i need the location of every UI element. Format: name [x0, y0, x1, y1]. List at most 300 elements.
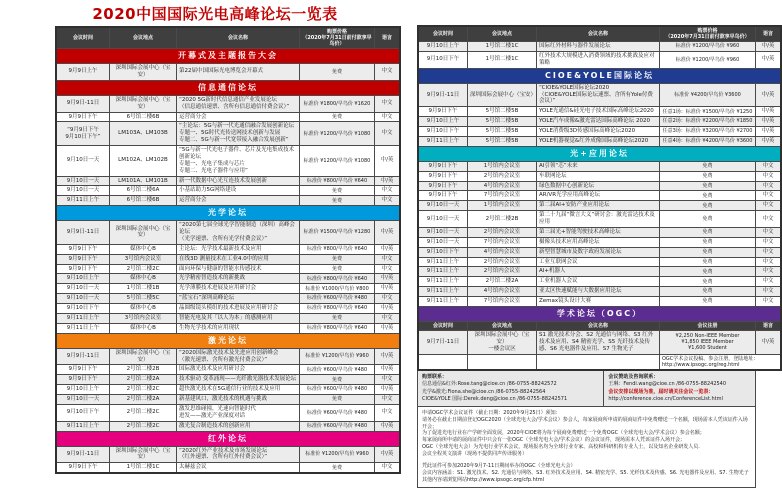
contact-line: CIOE&YOLE 国际:Derek.deng@cioe.cn /86-0755-88242571 [422, 395, 568, 402]
cell-lang: 中文 [375, 64, 401, 81]
cell-lang: 中/英 [375, 176, 401, 186]
schedule-row [56, 446, 400, 463]
cell-venue: 1号馆内会议室 [468, 201, 537, 211]
cell-price: 免费 [300, 395, 375, 405]
cell-title: “2020第七届全球光学智能制造（深圳）高峰会论坛 （光学速票、含所有光学付费会议）” [177, 221, 300, 245]
cell-venue: 3号馆内会议室 [110, 254, 177, 264]
cell-title: 绿色数据中心创新论坛 [537, 181, 660, 191]
cell-venue: 5号馆二楼5B [468, 117, 537, 127]
cell-time: 9月10日上午 [56, 385, 110, 395]
cell-register-note: OGC学术会议投稿、参会注册，登陆地址： http://www.ipsogc.org/reg.html [660, 354, 782, 370]
cell-price: 标准价 ¥600/早鸟价 ¥480 [300, 404, 375, 421]
section-row [56, 333, 400, 348]
section-header: 光+应用论坛 [418, 146, 781, 161]
cell-price: 免费 [660, 201, 756, 211]
cell-price: 标准价 ¥1200/早鸟价 ¥1080 [300, 122, 375, 146]
cell-title: YOLE机器视觉&红外成像国际高峰论坛2020 [537, 136, 660, 146]
cell-venue: 3号馆内会议室 [110, 313, 177, 323]
cell-title: 国际红外材料与器件发展论坛 [537, 42, 660, 52]
schedule-row [418, 354, 781, 370]
cell-venue: 深圳国际会展中心（宝安） [110, 221, 177, 245]
cell-title: 第二届AI+安防产业应用论坛 [537, 201, 660, 211]
cell-time: 9月11日上午 [418, 277, 468, 287]
contact-line: 光学&激光:Fiona.she@cioe.cn /86-0755-88242564 [422, 388, 546, 395]
cell-price: 标准价 ¥800/早鸟价 ¥640 [300, 244, 375, 254]
cell-title: 小基站助力5G网络建设 [177, 186, 300, 196]
cell-price: 免费 [300, 463, 375, 473]
cell-title: “主论坛：5G与新一代光通信融合发展创新论坛 专题一、5G时代光传送网技术创新与发展 专题二、5G与新一代宽带接入融合发展创新” [177, 122, 300, 146]
schedule-row [56, 323, 400, 333]
schedule-row [56, 421, 400, 431]
section-header: 光学论坛 [56, 206, 400, 221]
contact-line: 信息通信&红外:Rose.tang@cioe.cn /86-0755-88242572 [422, 381, 557, 388]
section-row [418, 146, 781, 161]
cell-time: 9月11日上午 [418, 267, 468, 277]
cell-lang: 中文 [375, 294, 401, 304]
schedule-row [418, 257, 781, 267]
cell-venue: 2号馆二楼2C [110, 421, 177, 431]
cell-title: 智能光电及其「以人为本」的感测应用 [177, 313, 300, 323]
cell-time: 9月10日一天 [418, 201, 468, 211]
cell-price: 免费 [660, 257, 756, 267]
cell-title: 生物光学技术的应用现状 [177, 323, 300, 333]
schedule-row [418, 42, 781, 52]
cell-title [537, 354, 660, 370]
cell-price: 标准价 ¥4200/早鸟价 ¥3600 [660, 83, 756, 107]
cell-price: 标准价 ¥1200/早鸟价 ¥960 [300, 348, 375, 365]
cell-venue: 深圳国际会展中心（宝安） 一楼会议区 [468, 330, 537, 354]
schedule-row [56, 404, 400, 421]
ticket-contacts [418, 371, 603, 406]
cell-venue: 1号馆二楼1C [110, 463, 177, 473]
cell-price: 免费 [660, 181, 756, 191]
cell-price: 标准价 ¥1800/早鸟价 ¥1620 [300, 95, 375, 112]
cell-time: 9月9日下午 [56, 375, 110, 385]
section-row [418, 306, 781, 321]
cell-venue: 4号馆内会议室 [468, 247, 537, 257]
cell-time: 9月9日下午 [56, 365, 110, 375]
schedule-row [56, 146, 400, 177]
cell-title: 车联网论坛 [537, 171, 660, 181]
schedule-row [56, 294, 400, 304]
cell-lang: 中/英 [756, 330, 782, 354]
schedule-row [418, 277, 781, 287]
schedule-row [56, 313, 400, 323]
column-header: 会议名称 [537, 321, 660, 330]
column-header-row [56, 27, 400, 49]
cell-time: 9月11日上午 [418, 136, 468, 146]
column-header: 会议名称 [177, 27, 300, 49]
cell-venue: 媒体中心B [110, 244, 177, 254]
schedule-row [56, 244, 400, 254]
cell-lang: 中文 [375, 196, 401, 206]
cell-title: 亚太区快速赋能与大数据应用论坛 [537, 287, 660, 297]
cell-price: 免费 [300, 186, 375, 196]
cell-price: 免费 [660, 227, 756, 237]
ogc-notes [417, 407, 756, 488]
column-header-row [418, 321, 781, 330]
schedule-row [56, 176, 400, 186]
cell-venue: 深圳国际会展中心（宝安） [110, 95, 177, 112]
schedule-row [56, 264, 400, 274]
schedule-row [418, 171, 781, 181]
cell-lang: 中文 [375, 313, 401, 323]
schedule-row [418, 247, 781, 257]
cell-venue [468, 354, 537, 370]
cell-time: 9月9日下午 [418, 107, 468, 117]
cell-time: 9月9日下午 [418, 191, 468, 201]
cell-time: 9月10日一天 [418, 237, 468, 247]
cell-title: 摄像头技术应用高峰论坛 [537, 237, 660, 247]
cell-title: 工业互联网会议 [537, 257, 660, 267]
cell-price: ¥2,250 Non-IEEE Member ¥1,850 IEEE Member ¥1,600 Student [660, 330, 756, 354]
note-line: 申请OGC学术会议证件（截止日期：2020年9月25日）须知： [422, 410, 561, 416]
cell-title: 新基建风口，激光技术的机遇与挑战 [177, 395, 300, 405]
cell-lang: 中/英 [375, 446, 401, 463]
section-header: 开幕式及主题报告大会 [56, 49, 400, 64]
cell-venue: 深圳国际会展中心（宝安） [110, 64, 177, 81]
sponsor-contacts [603, 371, 755, 406]
cell-time: 9月10日一天 [56, 176, 110, 186]
cell-venue: 媒体中心B [110, 274, 177, 284]
cell-lang: 中/英 [375, 348, 401, 365]
cell-venue: 深圳国际会展中心（宝安） [110, 348, 177, 365]
cell-title: S1 激光技术分会、S2 光通信与网络、S3 红外技术及应用、S4 精密光学、S5 光纤技术及传感、S6 光电器件及应用、S7 生物光子 [537, 330, 660, 354]
cell-title: 新型智慧城市及数字政府发展论坛 [537, 247, 660, 257]
cell-lang: 中文 [756, 277, 782, 287]
schedule-row [418, 330, 781, 354]
cell-price: 免费 [660, 191, 756, 201]
cell-venue: 7号馆内会议室 [468, 237, 537, 247]
cell-time: 9月9日-11日 [56, 221, 110, 245]
cell-lang: 中文 [756, 227, 782, 237]
cell-title: 面向环保与健康的智能水传感技术 [177, 264, 300, 274]
cell-venue: 5号馆二楼5C [110, 294, 177, 304]
cell-venue: 2号馆内会议室 [468, 171, 537, 181]
section-header: 红外论坛 [56, 431, 400, 446]
schedule-row [418, 191, 781, 201]
cell-time: 9月7日-11日 [418, 330, 468, 354]
schedule-row [418, 227, 781, 237]
cell-venue: 2号馆内会议室 [468, 257, 537, 267]
cell-price: 免费 [660, 277, 756, 287]
cell-time: 9月10日一天 [56, 294, 110, 304]
cell-time: 9月10日下午 [418, 127, 468, 137]
cell-time: 9月9日-11日 [56, 348, 110, 365]
cell-title: 红外技术大规模进入消费领域的技术挑战及应对策略 [537, 51, 660, 68]
schedule-row [56, 375, 400, 385]
cell-venue: 1号馆二楼1C [468, 42, 537, 52]
cell-time: 9月10日下午 [56, 304, 110, 314]
cell-lang: 中文 [375, 95, 401, 112]
cell-lang: 中文 [756, 211, 782, 228]
cell-title: 技术驱动 变革涌现——光纤激光器技术发展论坛 [177, 375, 300, 385]
cell-price: 免费 [300, 264, 375, 274]
cell-price: 免费 [660, 247, 756, 257]
cell-lang: 中/英 [375, 284, 401, 294]
column-header: 会议注册 [660, 321, 756, 330]
cell-venue: 2号馆二楼2C [110, 404, 177, 421]
cell-lang: 中/英 [375, 365, 401, 375]
cell-venue: 4号馆内会议室 [468, 287, 537, 297]
note-line: 每家展商所申请的展商证件中只会有一张OGC（全球光电大会/学术会议）的会议证件，现场需本人凭该证件入场开会； [422, 437, 685, 443]
cell-title: 第22届中国国际光电博览会开幕式 [177, 64, 300, 81]
cell-title: 在线3D 测量技术在工业4.0中的应用 [177, 254, 300, 264]
schedule-table-right [417, 25, 782, 371]
cell-lang: 中文 [375, 463, 401, 473]
cell-lang: 中文 [375, 395, 401, 405]
cell-title: 第二十九届“微言大义”研讨会：激光雷达技术及应用 [537, 211, 660, 228]
cell-lang: 中/英 [756, 83, 782, 107]
cell-time: 9月9日下午 [56, 112, 110, 122]
schedule-row [56, 348, 400, 365]
cell-price: 标准价 ¥800/早鸟价 ¥640 [300, 274, 375, 284]
cell-price: 标准价 ¥1000/早鸟价 ¥800 [300, 284, 375, 294]
cell-price: 标准价 ¥600/早鸟价 ¥480 [300, 421, 375, 431]
cell-price: 免费 [660, 237, 756, 247]
cell-lang: 中文 [375, 264, 401, 274]
cell-lang: 中/英 [375, 385, 401, 395]
cell-price: 免费 [660, 161, 756, 171]
cell-lang: 中文 [375, 112, 401, 122]
column-header-row [418, 26, 781, 42]
cell-title: 太赫兹会议 [177, 463, 300, 473]
cell-price: 免费 [300, 196, 375, 206]
schedule-row [56, 304, 400, 314]
cell-lang: 中文 [756, 257, 782, 267]
schedule-row [418, 51, 781, 68]
cell-lang: 中/英 [756, 42, 782, 52]
cell-time: 9月10日一天 [56, 186, 110, 196]
cell-venue: 2号馆二楼2B [110, 365, 177, 375]
cell-title: YOLE汽车成像&激光雷达国际高峰论坛 2020 [537, 117, 660, 127]
right-column [417, 25, 775, 488]
cell-price: 标准价 ¥1200/早鸟价 ¥960 [660, 51, 756, 68]
schedule-row [418, 107, 781, 117]
cell-lang: 中/英 [756, 136, 782, 146]
cell-price: 免费 [660, 297, 756, 307]
cell-time [418, 354, 468, 370]
cell-lang: 中文 [375, 375, 401, 385]
cell-price: 标准价 ¥600/早鸟价 ¥480 [300, 385, 375, 395]
cell-venue: 深圳国际会展中心（宝安） [110, 446, 177, 463]
schedule-row [56, 196, 400, 206]
cell-title: 第三届光+智能驾驶技术高峰论坛 [537, 227, 660, 237]
note-line: 为了促进光电行业在产学研全面发展，2020年CIOE将为每个展商免费赠送一个免费OGC（全球光电大会/学术会议）参会名额； [422, 430, 705, 437]
column-header: 语言 [375, 27, 401, 49]
cell-time: 9月10日下午 [418, 247, 468, 257]
cell-lang: 中/英 [756, 107, 782, 117]
cell-venue: 媒体中心B [110, 323, 177, 333]
cell-price: 标准价 ¥600/早鸟价 ¥480 [300, 294, 375, 304]
section-row [56, 431, 400, 446]
cell-price: 任意2场：标准价 ¥2200/早鸟价 ¥1850 [660, 117, 756, 127]
schedule-row [418, 83, 781, 107]
cell-lang: 中文 [375, 186, 401, 196]
cell-time: 9月10日一天 [418, 211, 468, 228]
cell-time: 9月11日上午 [56, 196, 110, 206]
sponsor-contact-line: 王琳：Fendi.wang@cioe.cn /86-0755-88242540 [608, 381, 727, 388]
section-header: 学术论坛（OGC） [418, 306, 781, 321]
cell-lang: 中文 [756, 237, 782, 247]
cell-time: 9月10日一天 [56, 395, 110, 405]
cell-title: 激发思维碰撞，光速向智能时代 进发——激光产业深度对话 [177, 404, 300, 421]
cell-lang: 中文 [756, 247, 782, 257]
cell-time: 9月11日上午 [56, 323, 110, 333]
cell-lang: 中文 [756, 287, 782, 297]
schedule-row [56, 112, 400, 122]
cell-venue: 2号馆内会议室 [468, 227, 537, 237]
cell-price: 标准价 ¥800/早鸟价 ¥640 [300, 176, 375, 186]
cell-lang: 中/英 [375, 323, 401, 333]
cell-venue: LM103A、LM103B [110, 122, 177, 146]
note-line: 会议全程英文演讲（现场不提供同声传译服务） [422, 450, 528, 457]
cell-venue: 2号馆二楼2C [110, 264, 177, 274]
cell-venue: 2号馆二楼2A [468, 277, 537, 287]
schedule-row [418, 237, 781, 247]
column-header: 会议地点 [110, 27, 177, 49]
cell-time: 9月9日-11日 [56, 446, 110, 463]
cell-venue: 6号馆二楼6A [110, 186, 177, 196]
column-header: 购票价格 （2020年7月31日前付款享早鸟价） [300, 27, 375, 49]
cell-title: “蓝宝石”深圳高峰论坛 [177, 294, 300, 304]
sponsor-contacts-title: 会议赞助及咨询联系： [608, 374, 659, 380]
cell-time: 9月10日上午 [56, 274, 110, 284]
cell-venue: 深圳国际会展中心（宝安） [468, 83, 537, 107]
cell-venue: 1号馆二楼1B [110, 284, 177, 294]
cell-time: 9月9日下午 [418, 161, 468, 171]
cell-price: 标准价 ¥1200/早鸟价 ¥1080 [300, 146, 375, 177]
column-header: 会议时间 [418, 321, 468, 330]
cell-venue: 7号馆内会议室 [468, 191, 537, 201]
cell-time: 9月10日下午 [418, 51, 468, 68]
cell-price: 免费 [660, 287, 756, 297]
cell-price: 任意4场：标准价 ¥4200/早鸟价 ¥3600 [660, 136, 756, 146]
cell-lang: 中/英 [756, 51, 782, 68]
column-header: 会议名称 [537, 26, 660, 42]
cell-time: 9月10日上午 [418, 42, 468, 52]
cell-lang: 中/英 [756, 127, 782, 137]
cell-venue: 5号馆二楼5B [468, 136, 537, 146]
cell-venue: LM102A、LM102B [110, 146, 177, 177]
cell-lang: 中文 [756, 161, 782, 171]
cell-price: 免费 [660, 267, 756, 277]
schedule-row [418, 211, 781, 228]
cell-title: 新一代数据中心光互连技术发展创新 [177, 176, 300, 186]
contact-box [417, 371, 756, 407]
cell-price: 免费 [660, 171, 756, 181]
cell-lang: 中文 [375, 254, 401, 264]
cell-time: 9月11日上午 [418, 297, 468, 307]
cell-time: 9月11日上午 [418, 257, 468, 267]
cell-time: 9月9日-11日 [418, 83, 468, 107]
column-header: 会议地点 [468, 26, 537, 42]
cell-lang: 中/英 [375, 221, 401, 245]
cell-time: 9月9日下午 [56, 244, 110, 254]
cell-time: 9月9日下午 [418, 171, 468, 181]
cell-title: “2020国际激光技术及先进应用创新峰会 （激光速票、含所有激光付费会议）” [177, 348, 300, 365]
column-header: 会议地点 [468, 321, 537, 330]
schedule-row [418, 117, 781, 127]
cell-title: 光学精密智造技术的新挑战 [177, 274, 300, 284]
schedule-row [56, 284, 400, 294]
schedule-row [56, 274, 400, 284]
cell-title: AR/VR光学应用高峰论坛 [537, 191, 660, 201]
cell-lang: 中/英 [375, 421, 401, 431]
schedule-row [56, 186, 400, 196]
schedule-row [418, 181, 781, 191]
cell-price: 任意1场：标准价 ¥1500/早鸟价 ¥1250 [660, 107, 756, 117]
cell-time: 9月9日下午 [418, 181, 468, 191]
cell-lang: 中文 [756, 201, 782, 211]
column-header: 语言 [756, 26, 782, 42]
cell-time: 9月9日下午 [56, 254, 110, 264]
cell-price: 免费 [300, 313, 375, 323]
section-row [56, 49, 400, 64]
cell-time: 9月11日上午 [56, 313, 110, 323]
note-line: OGC（全球光电大会）为光电行业学术会议，现场报名均为全球行业专家、高校和科研机构专业人士，以及知名企业研发人员. [422, 443, 700, 450]
cell-title: 光学薄膜技术进展及应用研讨会 [177, 284, 300, 294]
section-header: CIOE&YOLE国际论坛 [418, 68, 781, 83]
cell-lang: 中文 [756, 267, 782, 277]
cell-time: 9月9日-11日 [56, 95, 110, 112]
cell-venue: LM101A、LM101B [110, 176, 177, 186]
note-line: 会议内容涵盖：S1. 激光技术、S2. 光通信与网络、S3. 红外技术及应用、S4. 精密光学、S5. 光纤技术及传感、S6. 光电器件及应用、S7. 生物光子 [422, 470, 749, 476]
schedule-row [418, 297, 781, 307]
cell-venue: 2号馆二楼2A [110, 395, 177, 405]
cell-time: 9月10日一天 [56, 284, 110, 294]
cell-time: 9月10日上午 [418, 117, 468, 127]
cell-price: 免费 [300, 375, 375, 385]
cell-venue: 5号馆二楼5B [468, 107, 537, 117]
cell-title: YOLE消费级3D传感国际高峰论坛2020 [537, 127, 660, 137]
cell-lang: 中/英 [756, 117, 782, 127]
cell-price: 免费 [300, 254, 375, 264]
section-header: 激光论坛 [56, 333, 400, 348]
cell-price: 任意3场：标准价 ¥3200/早鸟价 ¥2700 [660, 127, 756, 137]
note-line: 请务必在截止日期前登记OGC2020（全球光电大会/学术会议）参会人，每家展商所申请的展商证件中免费赠送一个名额，现场需本人凭该证件入场开会； [422, 416, 748, 430]
cell-lang: 中/英 [375, 304, 401, 314]
column-header: 会议时间 [56, 27, 110, 49]
cell-title: 运营商分会 [177, 112, 300, 122]
column-header: 购票价格 （2020年7月31日前付款享早鸟价） [660, 26, 756, 42]
schedule-row [56, 122, 400, 146]
schedule-row [56, 395, 400, 405]
schedule-row [418, 136, 781, 146]
cell-lang: 中文 [756, 181, 782, 191]
cell-price: 标准价 ¥1500/早鸟价 ¥1280 [300, 221, 375, 245]
schedule-row [56, 385, 400, 395]
cell-lang: 中/英 [375, 244, 401, 254]
cell-price: 标准价 ¥800/早鸟价 ¥640 [300, 304, 375, 314]
cell-title: “2020 5G新时代信息通信产业发展论坛 （信息通信速票、含所有信息通信付费会议）” [177, 95, 300, 112]
cell-venue: 媒体中心B [110, 304, 177, 314]
ticket-contacts-title: 购票联系： [422, 374, 448, 380]
schedule-row [418, 127, 781, 137]
cell-lang: 中文 [756, 171, 782, 181]
cell-time: 9月10日一天 [56, 146, 110, 177]
cell-title: Zemax镜头设计大赛 [537, 297, 660, 307]
cell-time: 9月9日下午 [56, 264, 110, 274]
cell-time: 9月11日上午 [418, 287, 468, 297]
cell-time: 9月11日上午 [56, 421, 110, 431]
cell-title: 晶圆级镜头模组的技术进展及应用研讨会 [177, 304, 300, 314]
schedule-row [56, 95, 400, 112]
conference-list-url: http://conference.cioe.cn/ConferenceList.html [608, 395, 723, 402]
cell-venue: 7号馆内会议室 [468, 297, 537, 307]
note-line: 凭此证件可参加2020年9月7-11日期间举办的OGC（全球光电大会） [422, 463, 576, 470]
cell-time: “9月9日下午 9月10日下午” [56, 122, 110, 146]
